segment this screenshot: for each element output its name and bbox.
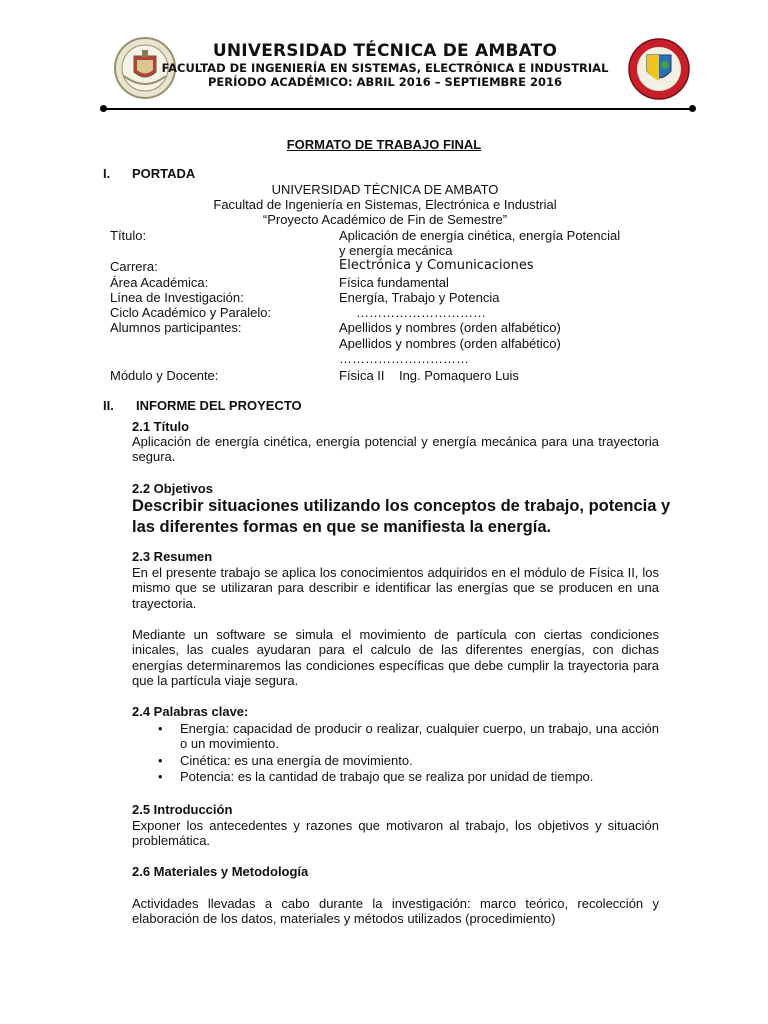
faculty-shield-right-logo (627, 37, 691, 101)
section1-heading: PORTADA (132, 166, 196, 181)
field-title-value: Aplicación de energía cinética, energía Potencial (339, 228, 621, 243)
section2-heading: INFORME DEL PROYECTO (136, 398, 302, 413)
field-career-value: Electrónica y Comunicaciones (339, 258, 534, 273)
divider-right-dot (689, 105, 696, 112)
keyword-power: Potencia: es la cantidad de trabajo que se realiza por unidad de tiempo. (180, 769, 594, 785)
cover-faculty: Facultad de Ingeniería en Sistemas, Electrónica e Industrial (213, 197, 557, 212)
subsection-2-3-paragraph-1: En el presente trabajo se aplica los conocimientos adquiridos en el módulo de Física II, los mismo que se utilizaran para describir e identificar las energías que se producen en una trayectoria. (132, 565, 659, 611)
field-module-label: Módulo y Docente: (110, 368, 219, 383)
section1-number: I. (103, 166, 111, 181)
field-research-line-label: Línea de Investigación: (110, 290, 244, 305)
subsection-2-3-heading: 2.3 Resumen (132, 549, 213, 564)
field-career-label: Carrera: (110, 259, 158, 274)
list-item (158, 753, 659, 768)
subsection-2-5-text: Exponer los antecedentes y razones que motivaron al trabajo, los objetivos y situación problemática. (132, 818, 659, 849)
format-title: FORMATO DE TRABAJO FINAL (286, 137, 482, 152)
field-title-label: Título: (110, 228, 147, 243)
keywords-list (158, 721, 659, 786)
faculty-name: FACULTAD DE INGENIERÍA EN SISTEMAS, ELECTRÓNICA E INDUSTRIAL (161, 61, 609, 75)
field-cycle-label: Ciclo Académico y Paralelo: (110, 305, 272, 320)
subsection-2-2-text: Describir situaciones utilizando los conceptos de trabajo, potencia y las diferentes formas en que se manifiesta la energía. (132, 497, 671, 536)
academic-period: PERÍODO ACADÉMICO: ABRIL 2016 – SEPTIEMBRE 2016 (207, 75, 563, 89)
list-item (158, 721, 659, 752)
field-module-value: Física II Ing. Pomaquero Luis (339, 368, 519, 383)
field-cycle-value: ………………………… (356, 305, 486, 320)
field-research-line-value: Energía, Trabajo y Potencia (339, 290, 500, 305)
subsection-2-6-heading: 2.6 Materiales y Metodología (132, 864, 309, 879)
field-students-value-1: Apellidos y nombres (orden alfabético) (339, 320, 561, 335)
university-name: UNIVERSIDAD TÉCNICA DE AMBATO (212, 41, 558, 61)
subsection-2-5-heading: 2.5 Introducción (132, 802, 233, 817)
section2-number: II. (103, 398, 114, 413)
bullet-icon: • (158, 721, 163, 736)
field-students-label: Alumnos participantes: (110, 320, 242, 335)
field-area-value: Física fundamental (339, 275, 449, 290)
field-students-value-3: ………………………… (339, 351, 469, 366)
subsection-2-1-text: Aplicación de energía cinética, energía potencial y energía mecánica para una trayectoria segura. (132, 434, 659, 465)
cover-university: UNIVERSIDAD TÉCNICA DE AMBATO (271, 182, 499, 197)
keyword-energy: Energía: capacidad de producir o realizar, cualquier cuerpo, un trabajo, una acción o un movimiento. (180, 721, 659, 752)
subsection-2-1-heading: 2.1 Título (132, 419, 190, 434)
divider-left-dot (100, 105, 107, 112)
cover-project-type: “Proyecto Académico de Fin de Semestre” (262, 212, 508, 227)
keyword-kinetic: Cinética: es una energía de movimiento. (180, 752, 413, 768)
subsection-2-4-heading: 2.4 Palabras clave: (132, 704, 249, 719)
subsection-2-2-heading: 2.2 Objetivos (132, 481, 213, 496)
field-title-value-cont: y energía mecánica (339, 243, 453, 258)
bullet-icon: • (158, 752, 163, 768)
field-students-value-2: Apellidos y nombres (orden alfabético) (339, 336, 561, 351)
field-area-label: Área Académica: (110, 275, 209, 290)
subsection-2-6-text: Actividades llevadas a cabo durante la investigación: marco teórico, recolección y elaboración de los datos, materiales y métodos utilizados (procedimiento) (132, 896, 659, 927)
bullet-icon: • (158, 769, 163, 785)
header-divider (103, 108, 693, 110)
subsection-2-3-paragraph-2: Mediante un software se simula el movimiento de partícula con ciertas condiciones inicales, las cuales ayudaran para el calculo de las diferentes energías, con dichas energías determinaremos las condiciones específicas que debe cumplir la trayectoria para que la partícula viaje segura. (132, 627, 659, 689)
list-item (158, 769, 659, 784)
